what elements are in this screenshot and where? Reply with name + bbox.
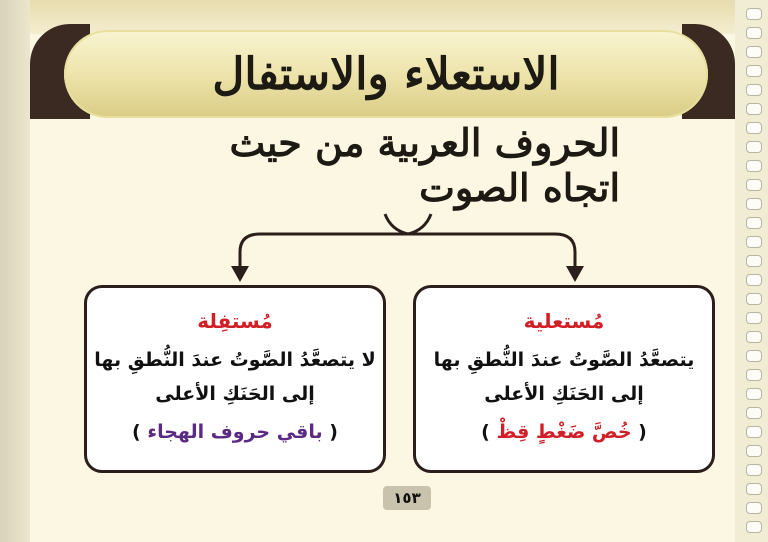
page-number: ١٥٣ — [383, 486, 431, 510]
binding-ring — [746, 84, 762, 96]
binding-ring — [746, 122, 762, 134]
spiral-binding — [738, 0, 768, 542]
card-note — [481, 415, 647, 449]
card-note — [132, 415, 338, 449]
binding-ring — [746, 46, 762, 58]
binding-ring — [746, 464, 762, 476]
binding-ring — [746, 502, 762, 514]
card-title: مُستعلية — [523, 309, 605, 333]
binding-ring — [746, 160, 762, 172]
binding-ring — [746, 274, 762, 286]
binding-ring — [746, 198, 762, 210]
card-line-2: إلى الحَنَكِ الأعلى — [484, 383, 644, 405]
binding-ring — [746, 426, 762, 438]
page-title: الاستعلاء والاستفال — [212, 48, 560, 100]
binding-ring — [746, 179, 762, 191]
card-mustaliya — [413, 285, 715, 473]
binding-ring — [746, 141, 762, 153]
card-line-2: إلى الحَنَكِ الأعلى — [155, 383, 315, 405]
letters-mustafila: باقي حروف الهجاء — [147, 421, 323, 443]
binding-ring — [746, 407, 762, 419]
card-line-1: لا يتصعَّدُ الصَّوتُ عندَ النُّطقِ بها — [94, 349, 376, 371]
binding-ring — [746, 217, 762, 229]
binding-ring — [746, 331, 762, 343]
card-title: مُستفِلة — [197, 309, 273, 333]
brace-tip — [385, 214, 431, 234]
arrow-right-head — [566, 266, 584, 282]
binding-ring — [746, 65, 762, 77]
letters-mustaliya: خُصَّ ضَغْطٍ قِظْ — [496, 421, 632, 443]
branch-left-line — [240, 234, 408, 270]
paren-close: ) — [481, 421, 490, 443]
paren-close: ) — [132, 421, 141, 443]
binding-ring — [746, 293, 762, 305]
binding-ring — [746, 521, 762, 533]
binding-ring — [746, 27, 762, 39]
card-line-1: يتصعَّدُ الصَّوتُ عندَ النُّطقِ بها — [433, 349, 695, 371]
binding-ring — [746, 483, 762, 495]
branch-right-line — [408, 234, 575, 270]
card-mustafila — [84, 285, 386, 473]
page-subtitle: الحروف العربية من حيث اتجاه الصوت — [229, 120, 620, 210]
binding-ring — [746, 388, 762, 400]
binding-ring — [746, 445, 762, 457]
paren-open: ( — [638, 421, 647, 443]
binding-ring — [746, 312, 762, 324]
binding-ring — [746, 236, 762, 248]
arrow-left-head — [231, 266, 249, 282]
binding-ring — [746, 8, 762, 20]
paren-open: ( — [329, 421, 338, 443]
binding-ring — [746, 369, 762, 381]
binding-ring — [746, 255, 762, 267]
binding-ring — [746, 103, 762, 115]
binding-ring — [746, 350, 762, 362]
